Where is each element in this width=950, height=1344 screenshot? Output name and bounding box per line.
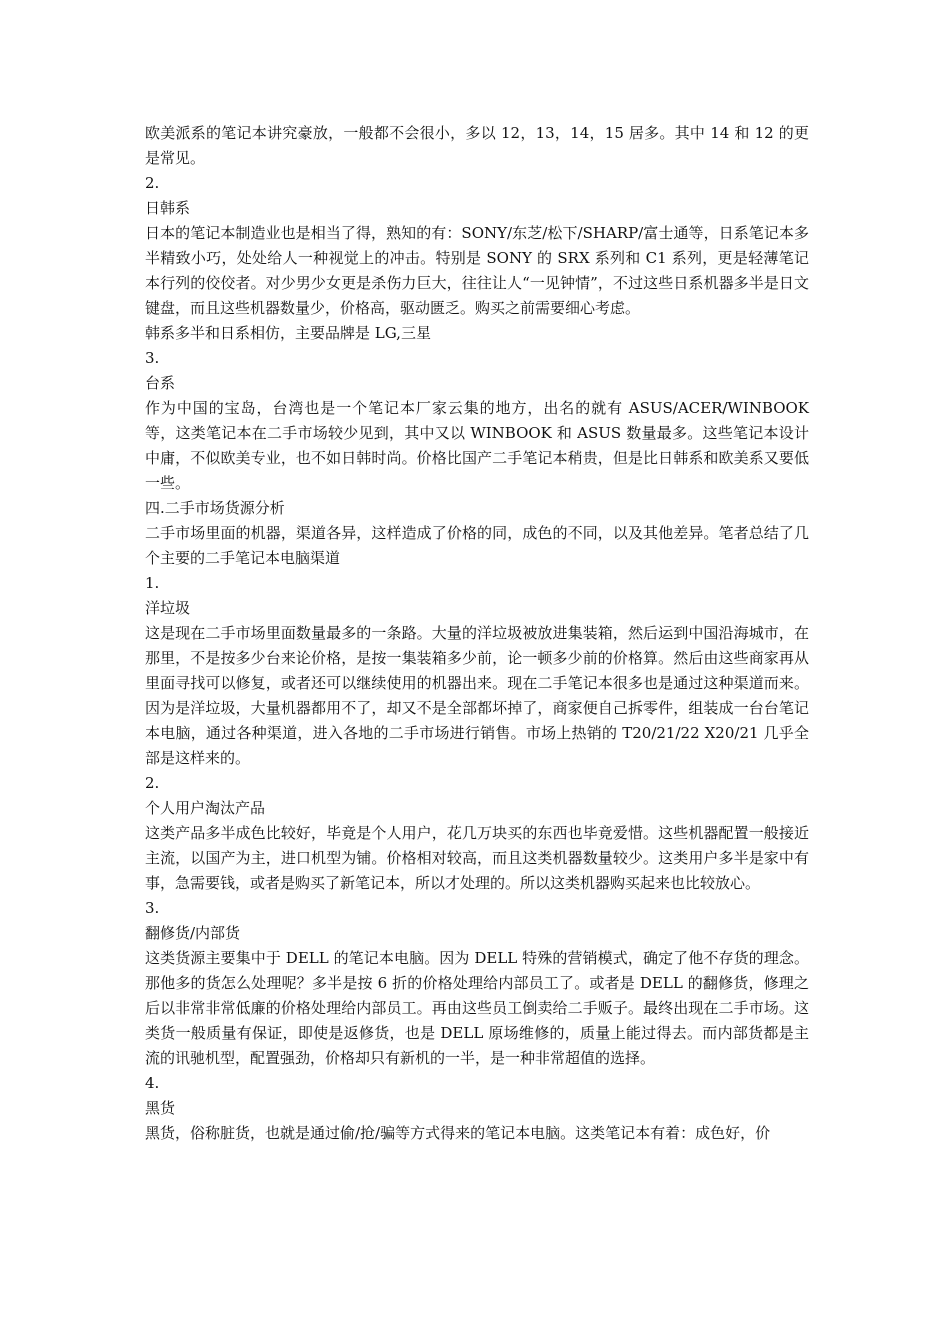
list-number: 4. <box>145 1074 160 1092</box>
paragraph-stolen-goods: 黑货，俗称脏货，也就是通过偷/抢/骗等方式得来的笔记本电脑。这类笔记本有着：成色好，价 <box>145 1124 771 1142</box>
section-heading-foreign-scrap: 洋垃圾 <box>145 599 191 617</box>
paragraph-japanese-laptops: 日本的笔记本制造业也是相当了得，熟知的有：SONY/东芝/松下/SHARP/富士通等，日系笔记本多半精致小巧，处处给人一种视觉上的冲击。特别是 SONY 的 SRX 系列和 C1 系列，更是轻薄笔记本行列的佼佼者。对少男少女更是杀伤力巨大，往往让人“一见钟情”，不过这些日系机器多半是日文键盘，而且这些机器数量少，价格高，驱动匮乏。购买之前需要细心考虑。 <box>145 224 809 317</box>
paragraph-taiwan-laptops: 作为中国的宝岛，台湾也是一个笔记本厂家云集的地方，出名的就有 ASUS/ACER/WINBOOK 等，这类笔记本在二手市场较少见到，其中又以 WINBOOK 和 ASUS 数量最多。这些笔记本设计中庸，不似欧美专业，也不如日韩时尚。价格比国产二手笔记本稍贵，但是比日韩系和欧美系又要低一些。 <box>145 399 809 492</box>
paragraph-source-intro: 二手市场里面的机器，渠道各异，这样造成了价格的同，成色的不同，以及其他差异。笔者总结了几个主要的二手笔记本电脑渠道 <box>145 524 809 567</box>
section-heading-personal-users: 个人用户淘汰产品 <box>145 799 266 817</box>
document-body <box>145 121 809 1146</box>
paragraph-western-sizes: 欧美派系的笔记本讲究豪放，一般都不会很小，多以 12，13，14，15 居多。其中 14 和 12 的更是常见。 <box>145 124 809 167</box>
paragraph-refurbished: 这类货源主要集中于 DELL 的笔记本电脑。因为 DELL 特殊的营销模式，确定了他不存货的理念。那他多的货怎么处理呢？多半是按 6 折的价格处理给内部员工了。或者是 DELL 的翻修货，修理之后以非常非常低廉的价格处理给内部员工。再由这些员工倒卖给二手贩子。最终出现在二手市场。这类货一般质量有保证，即使是返修货，也是 DELL 原场维修的，质量上能过得去。而内部货都是主流的讯驰机型，配置强劲，价格却只有新机的一半，是一种非常超值的选择。 <box>145 949 809 1067</box>
list-number: 3. <box>145 899 160 917</box>
list-number: 2. <box>145 174 160 192</box>
paragraph-personal-users: 这类产品多半成色比较好，毕竟是个人用户，花几万块买的东西也毕竟爱惜。这些机器配置一般接近主流，以国产为主，进口机型为铺。价格相对较高，而且这类机器数量较少。这类用户多半是家中有事，急需要钱，或者是购买了新笔记本，所以才处理的。所以这类机器购买起来也比较放心。 <box>145 824 809 892</box>
section-heading-stolen-goods: 黑货 <box>145 1099 176 1117</box>
paragraph-korean-laptops: 韩系多半和日系相仿，主要品牌是 LG,三星 <box>145 324 431 342</box>
section-heading-japan-korea: 日韩系 <box>145 199 191 217</box>
section-heading-refurbished: 翻修货/内部货 <box>145 924 241 942</box>
section-heading-taiwan: 台系 <box>145 374 176 392</box>
list-number: 1. <box>145 574 160 592</box>
paragraph-foreign-scrap: 这是现在二手市场里面数量最多的一条路。大量的洋垃圾被放进集装箱，然后运到中国沿海城市，在那里，不是按多少台来论价格，是按一集装箱多少前，论一顿多少前的价格算。然后由这些商家再从里面寻找可以修复，或者还可以继续使用的机器出来。现在二手笔记本很多也是通过这种渠道而来。因为是洋垃圾，大量机器都用不了，却又不是全部都坏掉了，商家便自己拆零件，组装成一台台笔记本电脑，通过各种渠道，进入各地的二手市场进行销售。市场上热销的 T20/21/22 X20/21 几乎全部是这样来的。 <box>145 624 809 767</box>
list-number: 3. <box>145 349 160 367</box>
section-heading-source-analysis: 四.二手市场货源分析 <box>145 499 285 517</box>
list-number: 2. <box>145 774 160 792</box>
